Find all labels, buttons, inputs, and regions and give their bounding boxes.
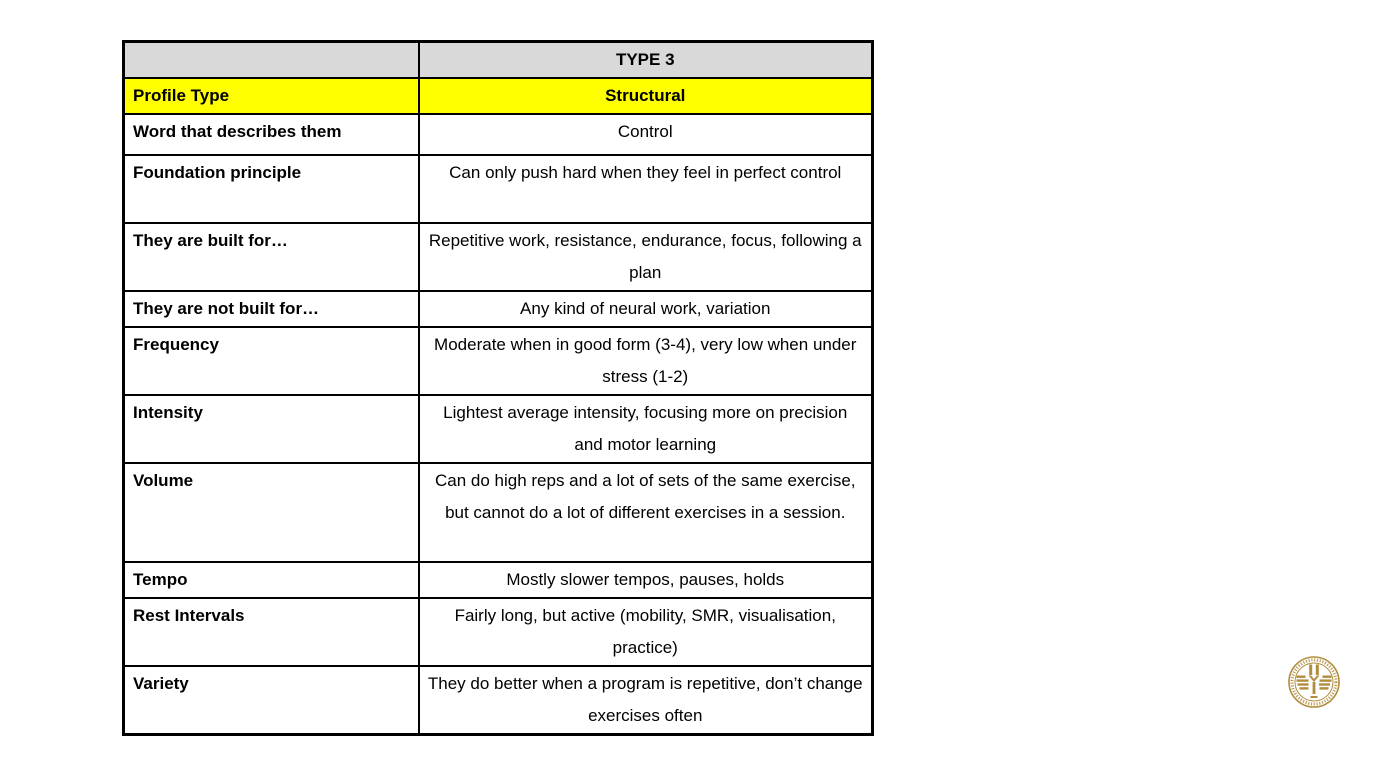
row-value: They do better when a program is repetitive, don’t change exercises often bbox=[419, 666, 873, 735]
row-value: Can only push hard when they feel in perfect control bbox=[419, 155, 873, 223]
row-value: Lightest average intensity, focusing more on precision and motor learning bbox=[419, 395, 873, 463]
row-value: Mostly slower tempos, pauses, holds bbox=[419, 562, 873, 598]
row-label: Volume bbox=[124, 463, 419, 562]
table-row bbox=[124, 223, 873, 291]
corner-cell bbox=[124, 42, 419, 79]
row-label: Frequency bbox=[124, 327, 419, 395]
brand-emblem-icon bbox=[1287, 655, 1341, 709]
row-value: Any kind of neural work, variation bbox=[419, 291, 873, 327]
row-value: Control bbox=[419, 114, 873, 155]
row-label: Rest Intervals bbox=[124, 598, 419, 666]
table-row bbox=[124, 666, 873, 735]
type-header-cell: TYPE 3 bbox=[419, 42, 873, 79]
row-value: Fairly long, but active (mobility, SMR, visualisation, practice) bbox=[419, 598, 873, 666]
row-value: Can do high reps and a lot of sets of the same exercise, but cannot do a lot of different exercises in a session. bbox=[419, 463, 873, 562]
row-label: Tempo bbox=[124, 562, 419, 598]
row-label: Variety bbox=[124, 666, 419, 735]
profile-table bbox=[122, 40, 874, 736]
table-row bbox=[124, 78, 873, 114]
row-label: Foundation principle bbox=[124, 155, 419, 223]
row-value: Moderate when in good form (3-4), very low when under stress (1-2) bbox=[419, 327, 873, 395]
row-label: Profile Type bbox=[124, 78, 419, 114]
row-label: Intensity bbox=[124, 395, 419, 463]
table-row bbox=[124, 155, 873, 223]
table-row bbox=[124, 395, 873, 463]
table-row bbox=[124, 114, 873, 155]
table-row bbox=[124, 291, 873, 327]
table-row bbox=[124, 562, 873, 598]
table-row bbox=[124, 463, 873, 562]
row-label: They are not built for… bbox=[124, 291, 419, 327]
table-row bbox=[124, 598, 873, 666]
row-value: Structural bbox=[419, 78, 873, 114]
row-value: Repetitive work, resistance, endurance, focus, following a plan bbox=[419, 223, 873, 291]
table-row bbox=[124, 42, 873, 79]
row-label: They are built for… bbox=[124, 223, 419, 291]
table-row bbox=[124, 327, 873, 395]
row-label: Word that describes them bbox=[124, 114, 419, 155]
